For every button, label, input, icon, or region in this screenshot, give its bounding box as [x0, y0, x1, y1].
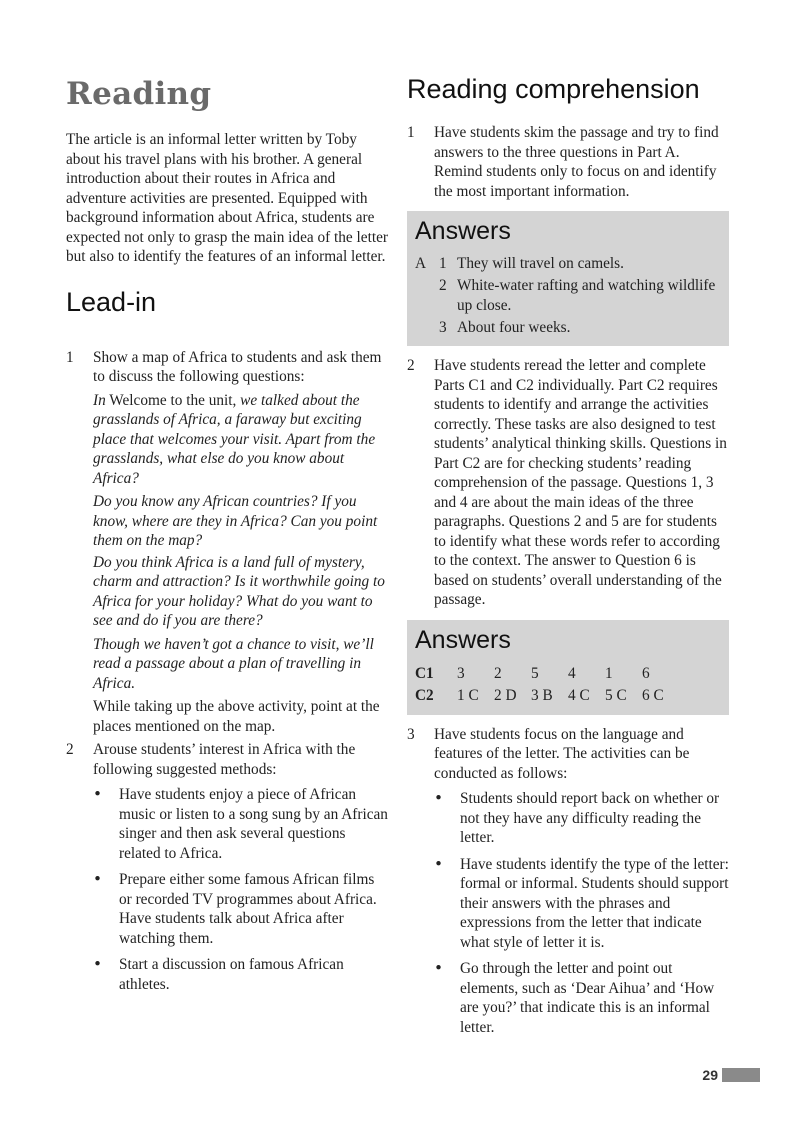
answer-row: 2 White-water rafting and watching wildlife up close. — [439, 277, 716, 314]
list-item: • Start a discussion on famous African athletes. — [93, 955, 344, 993]
item-number: 1 — [66, 348, 74, 366]
item-number: 2 — [407, 357, 415, 374]
answer-row-c2: C2 1 C 2 D 3 B 4 C 5 C 6 C — [415, 686, 664, 704]
item-text: Show a map of Africa to students and ask them to discuss the following questions: — [93, 348, 382, 385]
comprehension-item-2 — [407, 356, 729, 610]
comprehension-item-1 — [407, 123, 729, 201]
answer-row: A 1 They will travel on camels. — [415, 255, 624, 272]
item-number: 1 — [407, 124, 415, 141]
list-item: • Have students enjoy a piece of African music or listen to a song sung by an African singer and then ask several questions related to Africa. — [93, 785, 388, 862]
item-text: Have students skim the passage and try to find answers to the three questions in Part A. Remind students only to focus on and identify the most important information. — [434, 124, 719, 200]
answer-row-c1: C1 3 2 5 4 1 6 — [415, 664, 650, 682]
discussion-question-3: Do you think Africa is a land full of mystery, charm and attraction? Is it worthwhile going to Africa for your holiday? What do you want to see and do if you are there? — [93, 553, 385, 629]
leadin-item-2 — [66, 740, 388, 1001]
bullet-icon: • — [93, 785, 103, 803]
activity-list — [434, 789, 729, 1037]
discussion-note: Though we haven’t got a chance to visit, we’ll read a passage about a plan of travelling in Africa. — [93, 635, 374, 692]
method-list — [93, 785, 388, 994]
teacher-note: While taking up the above activity, point at the places mentioned on the map. — [93, 698, 380, 735]
q1-in: In — [93, 391, 106, 409]
q1-italic: we talked about the grasslands of Africa, a faraway but exciting place that welcomes your visit. Apart from the grasslands, what else do you know about Africa? — [93, 391, 376, 487]
bullet-icon: • — [434, 959, 444, 977]
list-item: • Have students identify the type of the letter: formal or informal. Students should support their answers with the phrases and expressions from the letter that indicate what style of letter it is. — [434, 854, 729, 951]
bullet-icon: • — [93, 870, 103, 888]
bullet-icon: • — [434, 854, 444, 873]
leadin-heading: Lead-in — [66, 286, 157, 317]
answer-part-label: A — [415, 255, 427, 272]
right-column — [407, 72, 729, 1048]
page-number-label: 29 — [702, 1067, 718, 1083]
item-number: 3 — [407, 725, 415, 743]
answers-heading: Answers — [415, 625, 511, 654]
answers-heading: Answers — [415, 217, 511, 245]
item-text: Arouse students’ interest in Africa with the following suggested methods: — [93, 741, 356, 778]
list-item: • Students should report back on whether or not they have any difficulty reading the letter. — [434, 789, 720, 846]
item-text: Have students focus on the language and features of the letter. The activities can be conducted as follows: — [434, 725, 690, 782]
answer-row: 3 About four weeks. — [439, 319, 571, 336]
bullet-icon: • — [93, 955, 103, 973]
page-number — [702, 1067, 760, 1083]
reading-comprehension-heading: Reading comprehension — [407, 74, 700, 104]
bullet-icon: • — [434, 789, 444, 807]
leadin-item-1 — [66, 348, 388, 737]
discussion-question-1 — [93, 391, 388, 489]
left-column — [66, 72, 388, 1005]
item-text: Have students reread the letter and complete Parts C1 and C2 individually. Part C2 requires students to identify and arrange the activities correctly. These tasks are also designed to test students’ analytical thinking skills. Questions in Part C2 are for checking students’ reading comprehension of the passage. Questions 1, 3 and 4 are about the main ideas of the three paragraphs. Questions 2 and 5 are for students to identify what these words refer to according to the context. The answer to Question 6 is based on students’ overall understanding of the passage. — [434, 357, 727, 608]
item-number: 2 — [66, 741, 74, 758]
comprehension-item-3 — [407, 725, 729, 1045]
reading-intro: The article is an informal letter written by Toby about his travel plans with his brother. A general introduction about their routes in Africa and adventure activities are presented. Equipped with background information about Africa, students are expected not only to grasp the main idea of the letter but also to identify the features of an informal letter. — [66, 131, 388, 265]
page-number-bar — [722, 1068, 760, 1082]
discussion-question-2: Do you know any African countries? If you know, where are they in Africa? Can you point them on the map? — [93, 493, 378, 549]
answers-box-c — [407, 620, 729, 715]
list-item: • Prepare either some famous African films or recorded TV programmes about Africa. Have students talk about Africa after watching them. — [93, 870, 377, 947]
q1-plain: Welcome to the unit, — [105, 391, 237, 409]
answers-box-a — [407, 211, 729, 346]
list-item: • Go through the letter and point out elements, such as ‘Dear Aihua’ and ‘How are you?’ that indicate this is an informal letter. — [434, 959, 715, 1036]
reading-heading: Reading — [66, 76, 212, 112]
